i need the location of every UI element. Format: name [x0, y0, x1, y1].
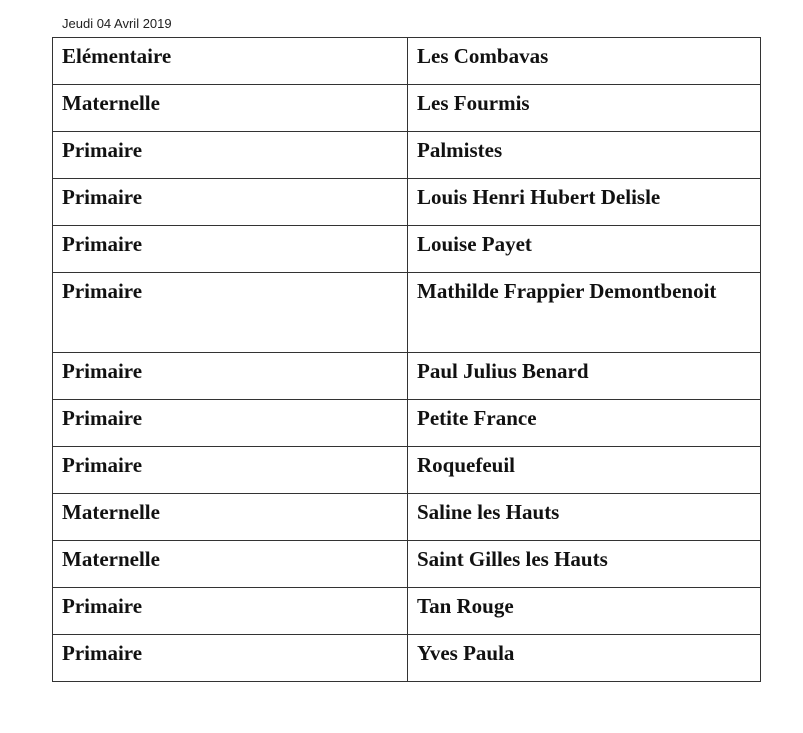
school-name-cell: Les Fourmis [408, 85, 761, 132]
table-row [53, 494, 761, 541]
school-name-cell: Tan Rouge [408, 588, 761, 635]
school-name-cell: Paul Julius Benard [408, 353, 761, 400]
school-type-cell: Primaire [53, 635, 408, 682]
school-name-cell: Mathilde Frappier Demontbenoit [408, 273, 761, 353]
table-row [53, 541, 761, 588]
school-type-cell: Primaire [53, 179, 408, 226]
table-row [53, 447, 761, 494]
table-row [53, 179, 761, 226]
school-type-cell: Primaire [53, 447, 408, 494]
school-type-cell: Maternelle [53, 494, 408, 541]
table-row [53, 38, 761, 85]
table-row [53, 588, 761, 635]
school-name-cell: Louise Payet [408, 226, 761, 273]
table-row [53, 273, 761, 353]
school-name-cell: Saline les Hauts [408, 494, 761, 541]
school-type-cell: Primaire [53, 400, 408, 447]
schools-table [52, 37, 761, 682]
school-type-cell: Primaire [53, 132, 408, 179]
table-row [53, 132, 761, 179]
table-row [53, 353, 761, 400]
school-name-cell: Saint Gilles les Hauts [408, 541, 761, 588]
school-name-cell: Yves Paula [408, 635, 761, 682]
table-row [53, 85, 761, 132]
school-type-cell: Maternelle [53, 85, 408, 132]
school-type-cell: Maternelle [53, 541, 408, 588]
school-name-cell: Roquefeuil [408, 447, 761, 494]
school-name-cell: Louis Henri Hubert Delisle [408, 179, 761, 226]
table-row [53, 635, 761, 682]
document-date: Jeudi 04 Avril 2019 [62, 16, 172, 31]
school-type-cell: Primaire [53, 588, 408, 635]
school-name-cell: Les Combavas [408, 38, 761, 85]
school-type-cell: Primaire [53, 273, 408, 353]
school-name-cell: Palmistes [408, 132, 761, 179]
table-row [53, 400, 761, 447]
school-type-cell: Primaire [53, 353, 408, 400]
school-type-cell: Elémentaire [53, 38, 408, 85]
school-name-cell: Petite France [408, 400, 761, 447]
school-type-cell: Primaire [53, 226, 408, 273]
table-row [53, 226, 761, 273]
